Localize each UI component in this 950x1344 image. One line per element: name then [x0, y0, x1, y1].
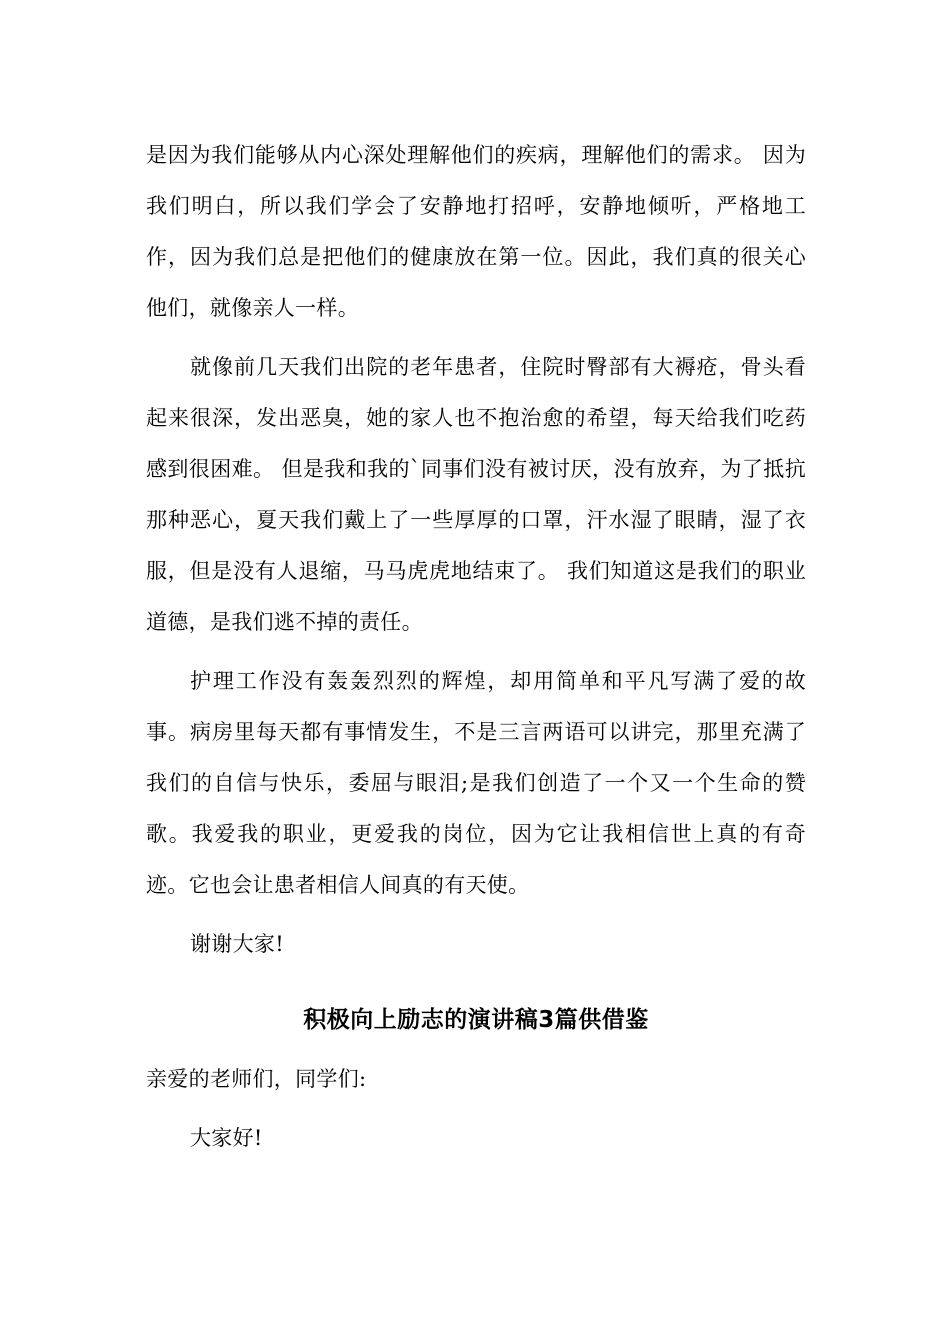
paragraph-nursing-work: 护理工作没有轰轰烈烈的辉煌，却用简单和平凡写满了爱的故事。病房里每天都有事情发生，不是三言两语可以讲完，那里充满了我们的自信与快乐，委屈与眼泪;是我们创造了一个又一个生命的赞歌。我爱我的职业，更爱我的岗位，因为它让我相信世上真的有奇迹。它也会让患者相信人间真的有天使。 [146, 669, 806, 897]
salutation: 亲爱的老师们，同学们: [146, 1067, 367, 1091]
greeting: 大家好! [190, 1126, 263, 1150]
document-page [146, 130, 806, 1164]
paragraph-thanks: 谢谢大家! [190, 932, 284, 956]
paragraph-patient-story: 就像前几天我们出院的老年患者，住院时臀部有大褥疮，骨头看起来很深，发出恶臭，她的家人也不抱治愈的希望，每天给我们吃药感到很困难。 但是我和我的`同事们没有被讨厌，没有放弃，为了抵抗那种恶心，夏天我们戴上了一些厚厚的口罩，汗水湿了眼睛，湿了衣服，但是没有人退缩，马马虎虎地结束了。 我们知道这是我们的职业道德，是我们逃不掉的责任。 [146, 355, 806, 634]
section-title: 积极向上励志的演讲稿3篇供借鉴 [303, 1007, 649, 1033]
paragraph-continued: 是因为我们能够从内心深处理解他们的疾病，理解他们的需求。 因为我们明白，所以我们学会了安静地打招呼，安静地倾听，严格地工作，因为我们总是把他们的健康放在第一位。因此，我们真的很关心他们，就像亲人一样。 [146, 143, 806, 320]
